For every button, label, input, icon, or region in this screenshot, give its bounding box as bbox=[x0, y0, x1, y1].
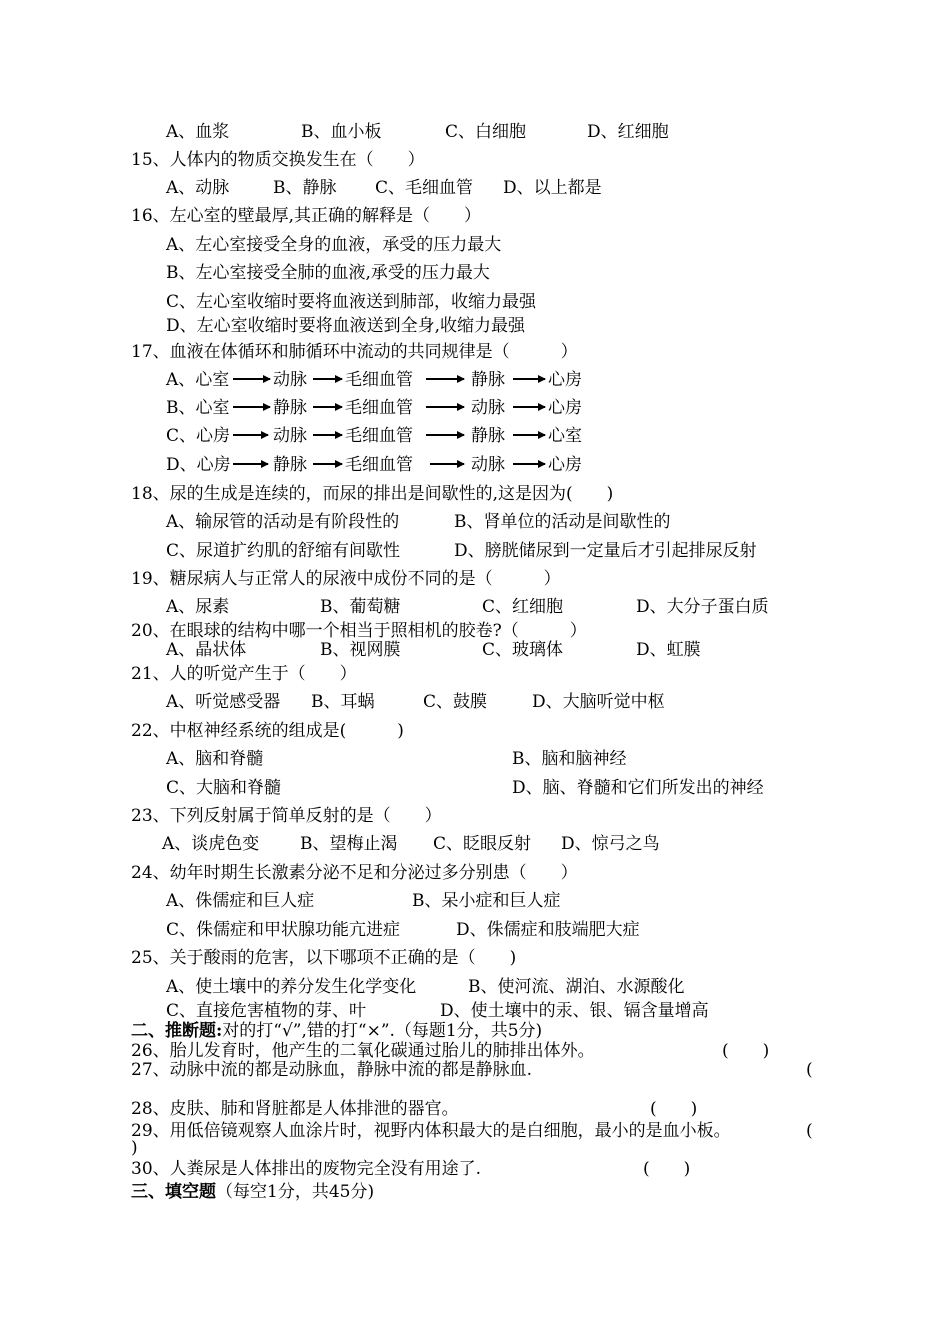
q23-option-b: B、望梅止渴 bbox=[300, 834, 398, 854]
q17-a-step2: 动脉 bbox=[273, 370, 307, 390]
q20-option-d: D、虹膜 bbox=[636, 640, 701, 660]
q17-a-step3: 毛细血管 bbox=[345, 370, 413, 390]
q17-b-step5: 心房 bbox=[548, 398, 582, 418]
q24-option-c: C、侏儒症和甲状腺功能亢进症 bbox=[166, 920, 401, 940]
q17-d-from: D、心房 bbox=[166, 455, 231, 475]
q20-option-b: B、视网膜 bbox=[320, 640, 401, 660]
q18-option-b: B、肾单位的活动是间歇性的 bbox=[454, 512, 671, 532]
q17-c-step5: 心室 bbox=[548, 426, 582, 446]
q21-option-d: D、大脑听觉中枢 bbox=[532, 692, 665, 712]
q19-option-c: C、红细胞 bbox=[482, 597, 564, 617]
q22-option-d: D、脑、脊髓和它们所发出的神经 bbox=[512, 778, 764, 798]
q15-option-b: B、静脉 bbox=[273, 178, 337, 198]
q18-option-c: C、尿道扩约肌的舒缩有间歇性 bbox=[166, 541, 401, 561]
q17-a-step4: 静脉 bbox=[471, 370, 505, 390]
section3-heading-row bbox=[131, 1182, 374, 1202]
q17-stem: 17、血液在体循环和肺循环中流动的共同规律是（ ） bbox=[131, 342, 578, 362]
q29-answer-paren: ( bbox=[806, 1121, 813, 1141]
q18-option-d: D、膀胱储尿到一定量后才引起排尿反射 bbox=[454, 541, 757, 561]
q20-stem: 20、在眼球的结构中哪一个相当于照相机的胶卷?（ ） bbox=[131, 621, 587, 641]
q17-c-step2: 动脉 bbox=[273, 426, 307, 446]
q26-answer-paren: ( ) bbox=[722, 1041, 770, 1061]
q16-stem: 16、左心室的壁最厚,其正确的解释是（ ） bbox=[131, 206, 482, 226]
q25-option-a: A、使土壤中的养分发生化学变化 bbox=[166, 977, 417, 997]
section2-heading-row bbox=[131, 1021, 542, 1041]
q22-option-b: B、脑和脑神经 bbox=[512, 749, 627, 769]
q16-option-a: A、左心室接受全身的血液，承受的压力最大 bbox=[166, 235, 502, 255]
q25-option-b: B、使河流、湖泊、水源酸化 bbox=[468, 977, 685, 997]
q17-c-step4: 静脉 bbox=[471, 426, 505, 446]
q24-stem: 24、幼年时期生长激素分泌不足和分泌过多分别患（ ） bbox=[131, 863, 578, 883]
q22-stem: 22、中枢神经系统的组成是( ) bbox=[131, 721, 404, 741]
q22-option-c: C、大脑和脊髓 bbox=[166, 778, 282, 798]
section2-note: 对的打“√”,错的打“×”.（每题1分，共5分) bbox=[222, 1021, 543, 1041]
q14-option-d: D、红细胞 bbox=[587, 122, 669, 142]
q19-option-b: B、葡萄糖 bbox=[320, 597, 401, 617]
q15-option-d: D、以上都是 bbox=[503, 178, 602, 198]
section3-note: （每空1分，共45分) bbox=[216, 1182, 375, 1202]
q19-option-a: A、尿素 bbox=[166, 597, 230, 617]
q17-b-step3: 毛细血管 bbox=[345, 398, 413, 418]
q23-option-d: D、惊弓之鸟 bbox=[561, 834, 660, 854]
q29-wrap: ) bbox=[131, 1138, 138, 1158]
q19-stem: 19、糖尿病人与正常人的尿液中成份不同的是（ ） bbox=[131, 569, 561, 589]
q17-d-step2: 静脉 bbox=[273, 455, 307, 475]
q17-b-from: B、心室 bbox=[166, 398, 230, 418]
q21-option-a: A、听觉感受器 bbox=[166, 692, 281, 712]
q17-a-step5: 心房 bbox=[548, 370, 582, 390]
q17-c-step3: 毛细血管 bbox=[345, 426, 413, 446]
q14-option-c: C、白细胞 bbox=[445, 122, 527, 142]
q17-b-step2: 静脉 bbox=[273, 398, 307, 418]
q16-option-d: D、左心室收缩时要将血液送到全身,收缩力最强 bbox=[166, 316, 526, 336]
q25-option-c: C、直接危害植物的芽、叶 bbox=[166, 1001, 367, 1021]
q17-d-step5: 心房 bbox=[548, 455, 582, 475]
q15-stem: 15、人体内的物质交换发生在（ ） bbox=[131, 150, 425, 170]
q14-option-b: B、血小板 bbox=[301, 122, 382, 142]
q24-option-d: D、侏儒症和肢端肥大症 bbox=[456, 920, 640, 940]
q23-option-c: C、眨眼反射 bbox=[433, 834, 532, 854]
q20-option-a: A、晶状体 bbox=[166, 640, 247, 660]
section2-heading: 二、推断题: bbox=[131, 1021, 223, 1041]
q21-option-b: B、耳蜗 bbox=[311, 692, 375, 712]
q20-option-c: C、玻璃体 bbox=[482, 640, 564, 660]
q30-answer-paren: ( ) bbox=[643, 1159, 691, 1179]
q30-text: 30、人粪尿是人体排出的废物完全没有用途了. bbox=[131, 1159, 482, 1179]
q24-option-b: B、呆小症和巨人症 bbox=[412, 891, 561, 911]
q26-text: 26、胎儿发育时，他产生的二氧化碳通过胎儿的肺排出体外。 bbox=[131, 1041, 595, 1061]
q15-option-c: C、毛细血管 bbox=[375, 178, 474, 198]
q15-option-a: A、动脉 bbox=[166, 178, 230, 198]
q29-text: 29、用低倍镜观察人血涂片时，视野内体积最大的是白细胞，最小的是血小板。 bbox=[131, 1121, 731, 1141]
q25-stem: 25、关于酸雨的危害，以下哪项不正确的是（ ) bbox=[131, 948, 517, 968]
q28-text: 28、皮肤、肺和肾脏都是人体排泄的器官。 bbox=[131, 1099, 459, 1119]
q24-option-a: A、侏儒症和巨人症 bbox=[166, 891, 315, 911]
q17-b-step4: 动脉 bbox=[471, 398, 505, 418]
section3-heading: 三、填空题 bbox=[131, 1182, 216, 1202]
q23-stem: 23、下列反射属于简单反射的是（ ） bbox=[131, 806, 442, 826]
q17-a-from: A、心室 bbox=[166, 370, 230, 390]
q16-option-b: B、左心室接受全肺的血液,承受的压力最大 bbox=[166, 263, 490, 283]
q27-text: 27、动脉中流的都是动脉血，静脉中流的都是静脉血. bbox=[131, 1060, 533, 1080]
q19-option-d: D、大分子蛋白质 bbox=[636, 597, 769, 617]
q21-option-c: C、鼓膜 bbox=[423, 692, 488, 712]
q25-option-d: D、使土壤中的汞、银、镉含量增高 bbox=[440, 1001, 709, 1021]
q16-option-c: C、左心室收缩时要将血液送到肺部，收缩力最强 bbox=[166, 292, 537, 312]
q14-option-a: A、血浆 bbox=[166, 122, 230, 142]
q21-stem: 21、人的听觉产生于（ ） bbox=[131, 664, 357, 684]
q17-d-step3: 毛细血管 bbox=[345, 455, 413, 475]
q18-option-a: A、输尿管的活动是有阶段性的 bbox=[166, 512, 400, 532]
q27-answer-paren: ( bbox=[806, 1060, 813, 1080]
q18-stem: 18、尿的生成是连续的，而尿的排出是间歇性的,这是因为( ) bbox=[131, 484, 614, 504]
q22-option-a: A、脑和脊髓 bbox=[166, 749, 264, 769]
q23-option-a: A、谈虎色变 bbox=[162, 834, 260, 854]
q17-d-step4: 动脉 bbox=[471, 455, 505, 475]
q17-c-from: C、心房 bbox=[166, 426, 231, 446]
q28-answer-paren: ( ) bbox=[650, 1099, 698, 1119]
